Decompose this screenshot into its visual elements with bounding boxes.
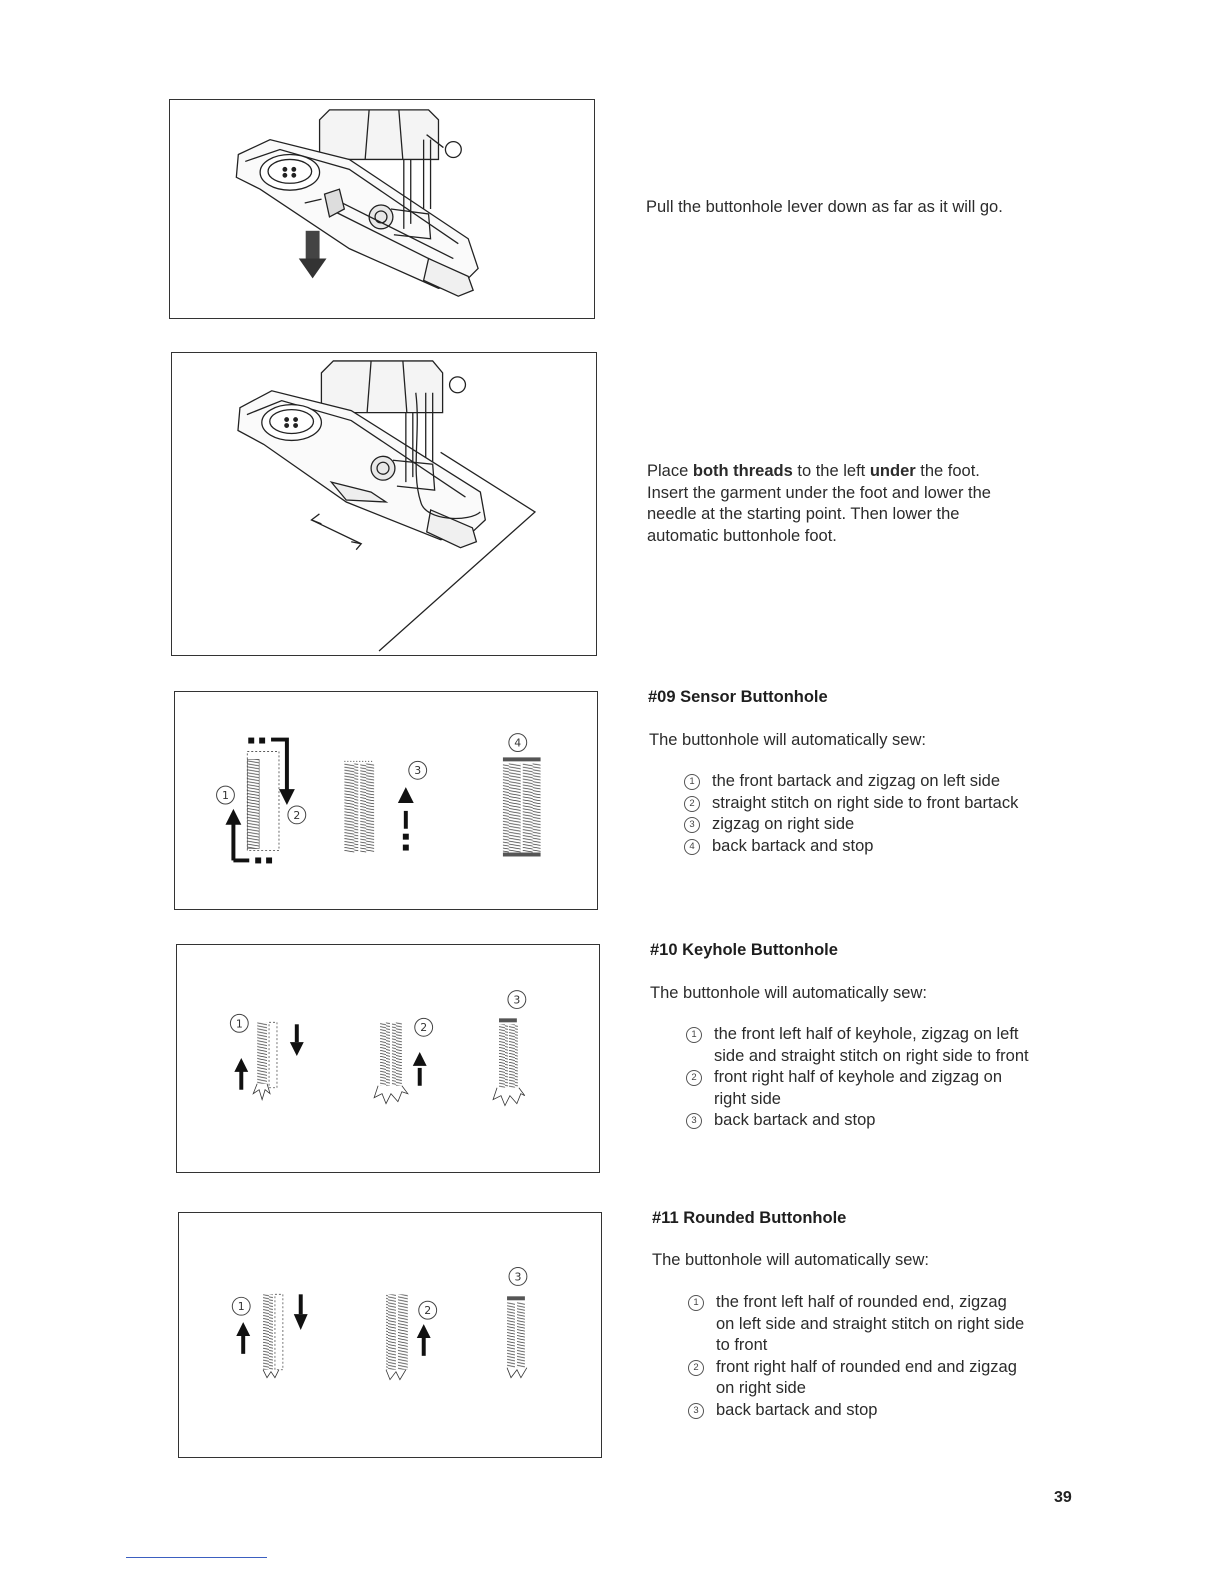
list-item: 3 back bartack and stop (688, 1400, 1024, 1422)
list-item: 2 front right half of keyhole and zigzag on right side (686, 1067, 1029, 1110)
list-item: 1 the front bartack and zigzag on left side (684, 771, 1018, 793)
keyhole-buttonhole-heading: #10 Keyhole Buttonhole (650, 941, 838, 959)
sensor-buttonhole-diagram (175, 692, 597, 909)
list-item: 2 straight stitch on right side to front bartack (684, 793, 1018, 815)
figure-lever-down (169, 99, 595, 319)
page-number: 39 (1054, 1489, 1072, 1506)
keyhole-buttonhole-steps (686, 1024, 1029, 1132)
label-4: 4 (514, 736, 522, 750)
label-2: 2 (424, 1304, 432, 1318)
figure-keyhole-buttonhole (176, 944, 600, 1173)
sensor-step-1-2 (217, 738, 306, 864)
list-item: 4 back bartack and stop (684, 836, 1018, 858)
label-2: 2 (420, 1021, 428, 1035)
label-3: 3 (513, 993, 521, 1007)
rounded-buttonhole-intro: The buttonhole will automatically sew: (652, 1251, 929, 1269)
figure-sensor-buttonhole (174, 691, 598, 910)
rounded-step-1 (232, 1294, 307, 1377)
sensor-step-4 (503, 734, 541, 857)
rounded-step-3 (507, 1268, 527, 1378)
figure-rounded-buttonhole (178, 1212, 602, 1458)
rounded-buttonhole-heading: #11 Rounded Buttonhole (652, 1209, 847, 1227)
list-item: 1 the front left half of rounded end, zigzag on left side and straight stitch on right side to front (688, 1292, 1024, 1357)
list-item: 3 zigzag on right side (684, 814, 1018, 836)
keyhole-buttonhole-diagram (177, 945, 599, 1172)
sensor-buttonhole-intro: The buttonhole will automatically sew: (649, 731, 926, 749)
rounded-step-2 (386, 1294, 437, 1379)
label-1: 1 (235, 1017, 243, 1031)
label-1: 1 (222, 789, 229, 803)
label-2: 2 (293, 808, 301, 822)
sensor-step-3 (344, 761, 426, 852)
keyhole-step-3 (493, 991, 526, 1106)
footer-divider (126, 1557, 267, 1558)
figure-threads-placement (171, 352, 597, 656)
list-item: 2 front right half of rounded end and zigzag on right side (688, 1357, 1024, 1400)
keyhole-buttonhole-intro: The buttonhole will automatically sew: (650, 984, 927, 1002)
rounded-buttonhole-steps (688, 1292, 1024, 1421)
list-item: 3 back bartack and stop (686, 1110, 1029, 1132)
list-item: 1 the front left half of keyhole, zigzag on left side and straight stitch on right side to front (686, 1024, 1029, 1067)
label-3: 3 (514, 1270, 522, 1284)
keyhole-step-2 (374, 1018, 432, 1103)
down-arrow-icon (299, 231, 327, 279)
threads-placement-illustration (172, 353, 596, 655)
lever-down-illustration (170, 100, 594, 318)
rounded-buttonhole-diagram (179, 1213, 601, 1457)
keyhole-step-1 (230, 1014, 303, 1099)
sensor-buttonhole-heading: #09 Sensor Buttonhole (648, 688, 828, 706)
pull-lever-instruction: Pull the buttonhole lever down as far as it will go. (646, 198, 1003, 216)
place-threads-instruction: Place both threads to the left under the foot. Insert the garment under the foot and lower the needle at the starting point. Then lower the automatic buttonhole foot. (647, 462, 991, 545)
label-3: 3 (414, 764, 422, 778)
label-1: 1 (237, 1300, 245, 1314)
sensor-buttonhole-steps (684, 771, 1018, 857)
